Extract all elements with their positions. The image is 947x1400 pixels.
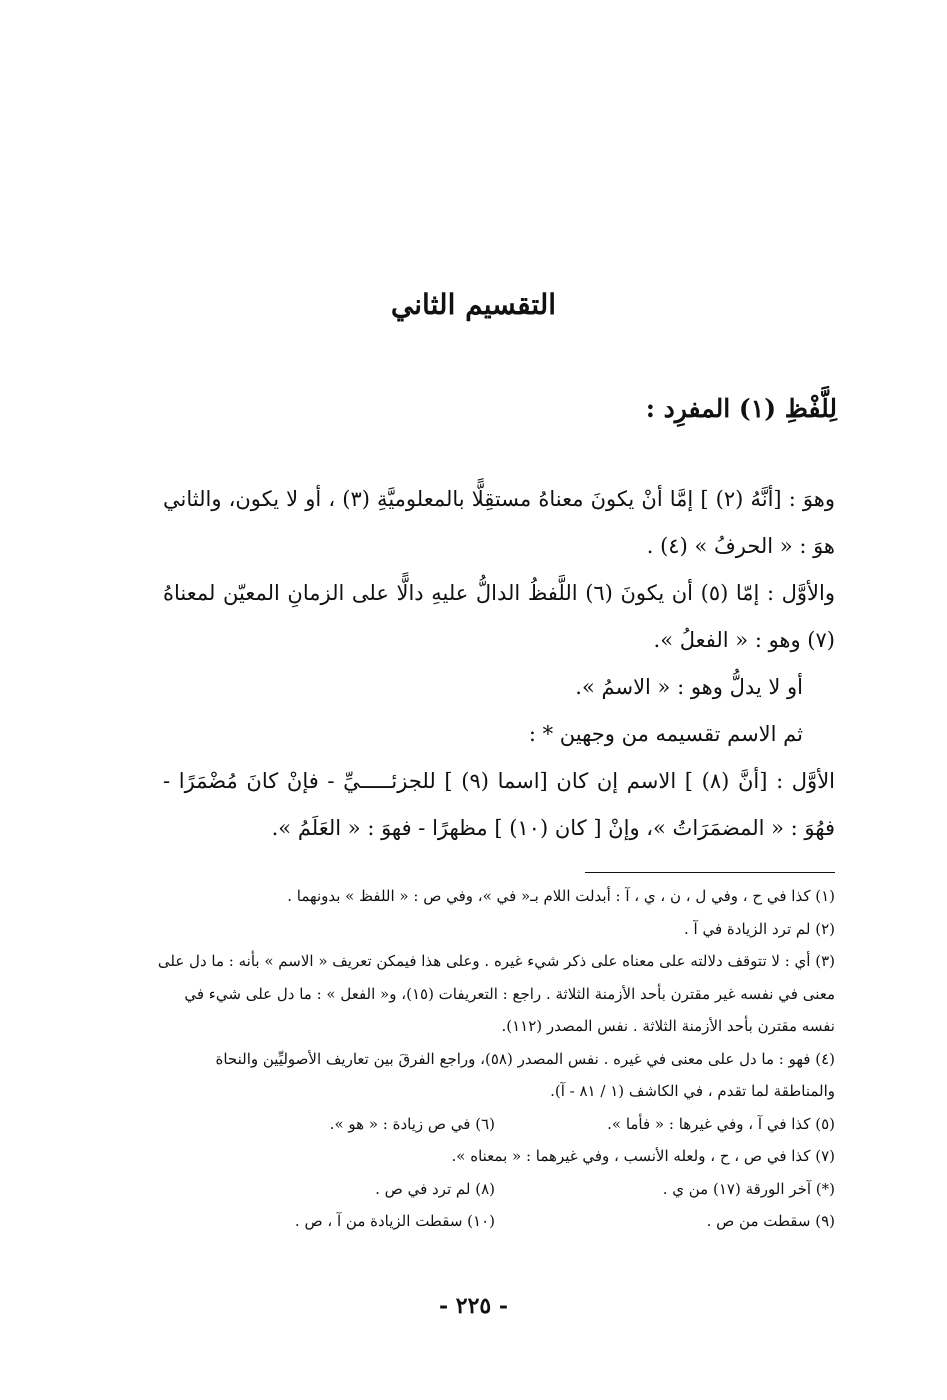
footnote-row — [155, 1108, 835, 1141]
footnotes — [155, 880, 835, 1238]
paragraph-1: وهوَ : [أنَّهُ (٢) ] إمَّا أنْ يكونَ معناهُ مستقِلًّا بالمعلوميَّةِ (٣) ، أو لا يكون، والثاني هوَ : « الحرفُ » (٤) . — [163, 487, 835, 558]
footnote-7: (٧) كذا في ص ، ح ، ولعله الأنسب ، وفي غيرهما : « بمعناه ». — [451, 1147, 835, 1165]
paragraph-3: أو لا يدلُّ وهو : « الاسمُ ». — [575, 675, 803, 699]
footnote-2: (٢) لم ترد الزيادة في آ . — [684, 919, 835, 938]
subheading: لِلَّفْظِ (١) المفرِد : — [645, 394, 837, 423]
footnote-8: (٨) لم ترد في ص . — [375, 1179, 495, 1198]
paragraph-4: ثم الاسم تقسيمه من وجهين * : — [528, 722, 803, 746]
footnote-9: (٩) سقطت من ص . — [706, 1212, 835, 1230]
page-number: - ٢٢٥ - — [438, 1293, 509, 1319]
footnote-row — [155, 1173, 835, 1206]
paragraph-2: والأوَّل : إمّا (٥) أن يكونَ (٦) اللَّفظُ الدالُّ عليهِ دالًّا على الزمانِ المعيّن لمعناهُ (٧) وهو : « الفعلُ ». — [163, 581, 835, 652]
footnote-6: (٦) في ص زيادة : « هو ». — [329, 1114, 495, 1133]
section-title: التقسيم الثاني — [390, 288, 557, 321]
paragraph-5: الأوَّل : [أنَّ (٨) ] الاسم إن كان [اسما (٩) ] للجزئـــــيِّ - فإنْ كانَ مُضْمَرًا - فهُوَ : « المضمَرَاتُ »، وإنْ [ كان (١٠) ] مظهرًا - فهوَ : « العَلَمُ ». — [163, 769, 836, 840]
footnote-3: (٣) أي : لا تتوقف دلالته على معناه على ذكر شيء غيره . وعلى هذا فيمكن تعريف « الاسم » بأنه : ما دل على معنى في نفسه غير مقترن بأحد الأزمنة الثلاثة . راجع : التعريفات (١٥)، و« الفعل » : ما دل على شيء في نفسه مقترن بأحد الأزمنة الثلاثة . نفس المصدر (١١٢). — [157, 952, 835, 1035]
footnote-5: (٥) كذا في آ ، وفي غيرها : « فأما ». — [607, 1114, 835, 1133]
footnote-divider — [585, 872, 835, 873]
footnote-10: (١٠) سقطت الزيادة من آ ، ص . — [294, 1212, 495, 1230]
main-text — [163, 476, 835, 852]
footnote-row — [155, 1205, 835, 1238]
footnote-4: (٤) فهو : ما دل على معنى في غيره . نفس المصدر (٥٨)، وراجع الفرقَ بين تعاريف الأصوليِّين والنحاة والمناطقة لما تقدم ، في الكاشف (١ / ٨١ - آ). — [215, 1049, 835, 1100]
footnote-1: (١) كذا في ح ، وفي ل ، ن ، ي ، آ : أبدلت اللام بـ« في »، وفي ص : « اللفظ » بدونهما . — [287, 887, 835, 905]
footnote-star: (*) آخر الورقة (١٧) من ي . — [662, 1179, 835, 1198]
